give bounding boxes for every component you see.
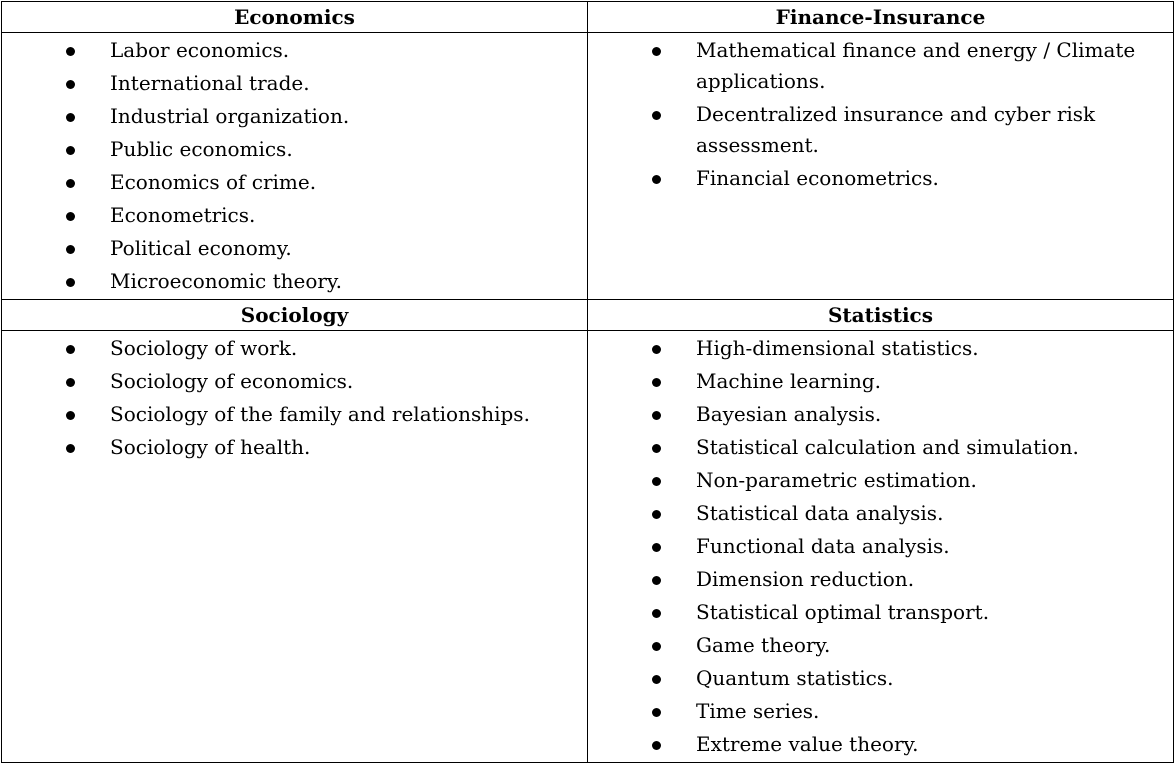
bullet-icon xyxy=(66,113,75,122)
list-item xyxy=(2,68,587,99)
bullet-icon xyxy=(652,675,661,684)
topic-label: Economics of crime. xyxy=(110,170,317,194)
bullet-icon xyxy=(652,741,661,750)
list-item xyxy=(588,333,1173,364)
topic-label: Non-parametric estimation. xyxy=(696,468,977,492)
list-item xyxy=(588,597,1173,628)
bullet-icon xyxy=(652,175,661,184)
list-item xyxy=(2,233,587,264)
bullet-icon xyxy=(66,345,75,354)
topic-label: Extreme value theory. xyxy=(696,732,919,756)
section-title-statistics: Statistics xyxy=(588,300,1174,331)
bullet-icon xyxy=(66,212,75,221)
header-row xyxy=(2,300,1174,331)
section-sociology xyxy=(2,331,588,763)
topic-list xyxy=(2,331,587,463)
research-topics-table xyxy=(1,1,1174,763)
topic-list xyxy=(2,33,587,297)
topic-label: Microeconomic theory. xyxy=(110,269,342,293)
bullet-icon xyxy=(652,642,661,651)
topic-label: Sociology of economics. xyxy=(110,369,354,393)
topic-label: Industrial organization. xyxy=(110,104,350,128)
list-item xyxy=(588,696,1173,727)
list-item xyxy=(588,399,1173,430)
topic-label: Statistical data analysis. xyxy=(696,501,944,525)
topic-label: Bayesian analysis. xyxy=(696,402,882,426)
list-item xyxy=(2,200,587,231)
topic-list xyxy=(588,331,1173,760)
content-row xyxy=(2,33,1174,300)
topic-list xyxy=(588,33,1173,194)
bullet-icon xyxy=(66,179,75,188)
topic-label: Statistical calculation and simulation. xyxy=(696,435,1079,459)
list-item xyxy=(2,399,587,430)
topic-label: High-dimensional statistics. xyxy=(696,336,979,360)
list-item xyxy=(588,630,1173,661)
bullet-icon xyxy=(66,245,75,254)
list-item xyxy=(2,366,587,397)
bullet-icon xyxy=(652,477,661,486)
list-item xyxy=(588,531,1173,562)
list-item xyxy=(588,729,1173,760)
content-row xyxy=(2,331,1174,763)
bullet-icon xyxy=(66,80,75,89)
topic-label: Sociology of work. xyxy=(110,336,298,360)
list-item xyxy=(2,134,587,165)
topic-label: Quantum statistics. xyxy=(696,666,894,690)
bullet-icon xyxy=(652,576,661,585)
bullet-icon xyxy=(652,444,661,453)
topic-label: Decentralized insurance and cyber risk assessment. xyxy=(696,102,1096,157)
bullet-icon xyxy=(652,609,661,618)
list-item xyxy=(588,498,1173,529)
topic-label: Financial econometrics. xyxy=(696,166,939,190)
topic-label: Labor economics. xyxy=(110,38,290,62)
section-statistics xyxy=(588,331,1174,763)
list-item xyxy=(588,663,1173,694)
list-item xyxy=(588,465,1173,496)
bullet-icon xyxy=(652,345,661,354)
bullet-icon xyxy=(66,278,75,287)
list-item xyxy=(2,432,587,463)
list-item xyxy=(588,35,1173,97)
section-economics xyxy=(2,33,588,300)
topic-label: Sociology of the family and relationships. xyxy=(110,402,530,426)
topic-label: Econometrics. xyxy=(110,203,256,227)
list-item xyxy=(588,99,1173,161)
bullet-icon xyxy=(66,146,75,155)
list-item xyxy=(2,101,587,132)
topic-label: Dimension reduction. xyxy=(696,567,915,591)
list-item xyxy=(588,163,1173,194)
bullet-icon xyxy=(652,378,661,387)
bullet-icon xyxy=(652,111,661,120)
list-item xyxy=(588,366,1173,397)
topic-label: Game theory. xyxy=(696,633,831,657)
topic-label: Public economics. xyxy=(110,137,293,161)
header-row xyxy=(2,2,1174,33)
bullet-icon xyxy=(652,47,661,56)
topic-label: International trade. xyxy=(110,71,310,95)
topic-label: Mathematical finance and energy / Climate applications. xyxy=(696,38,1136,93)
list-item xyxy=(2,35,587,66)
list-item xyxy=(2,167,587,198)
topic-label: Sociology of health. xyxy=(110,435,311,459)
topic-label: Functional data analysis. xyxy=(696,534,950,558)
topic-label: Machine learning. xyxy=(696,369,881,393)
section-finance-insurance xyxy=(588,33,1174,300)
section-title-sociology: Sociology xyxy=(2,300,588,331)
bullet-icon xyxy=(652,411,661,420)
topic-label: Time series. xyxy=(696,699,820,723)
list-item xyxy=(2,266,587,297)
bullet-icon xyxy=(652,543,661,552)
bullet-icon xyxy=(66,378,75,387)
section-title-economics: Economics xyxy=(2,2,588,33)
bullet-icon xyxy=(652,510,661,519)
bullet-icon xyxy=(652,708,661,717)
bullet-icon xyxy=(66,411,75,420)
topic-label: Statistical optimal transport. xyxy=(696,600,990,624)
bullet-icon xyxy=(66,444,75,453)
section-title-finance-insurance: Finance-Insurance xyxy=(588,2,1174,33)
topic-label: Political economy. xyxy=(110,236,292,260)
list-item xyxy=(2,333,587,364)
list-item xyxy=(588,564,1173,595)
bullet-icon xyxy=(66,47,75,56)
list-item xyxy=(588,432,1173,463)
